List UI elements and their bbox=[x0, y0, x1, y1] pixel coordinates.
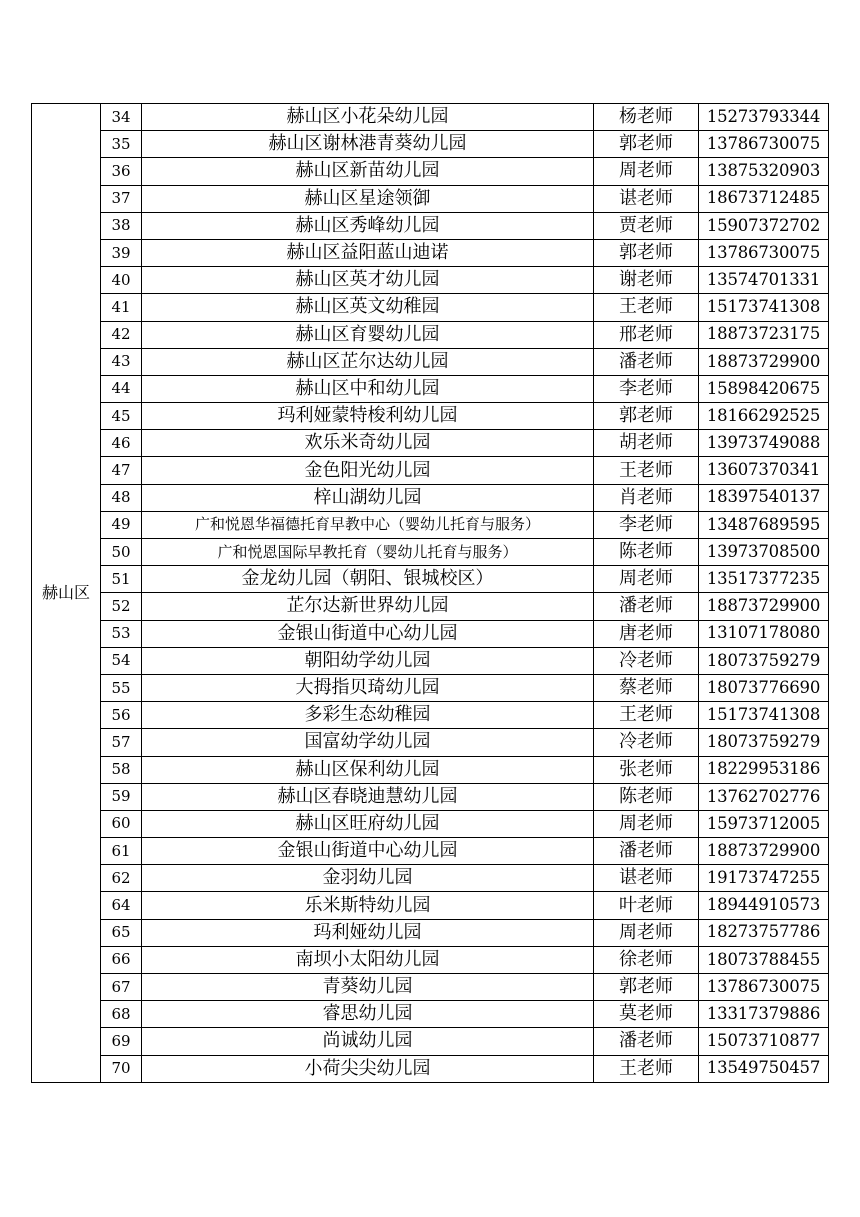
row-number-cell: 45 bbox=[101, 403, 142, 430]
kindergarten-name-cell: 赫山区英文幼稚园 bbox=[142, 294, 594, 321]
row-number-cell: 46 bbox=[101, 430, 142, 457]
teacher-name-cell: 周老师 bbox=[594, 566, 699, 593]
teacher-name-cell: 潘老师 bbox=[594, 1028, 699, 1055]
kindergarten-name-cell: 梓山湖幼儿园 bbox=[142, 484, 594, 511]
table-row bbox=[32, 403, 829, 430]
kindergarten-name-cell: 欢乐米奇幼儿园 bbox=[142, 430, 594, 457]
teacher-name-cell: 胡老师 bbox=[594, 430, 699, 457]
phone-number-cell: 18273757786 bbox=[699, 919, 829, 946]
teacher-name-cell: 周老师 bbox=[594, 919, 699, 946]
phone-number-cell: 13786730075 bbox=[699, 974, 829, 1001]
kindergarten-name-cell: 金色阳光幼儿园 bbox=[142, 457, 594, 484]
phone-number-cell: 15273793344 bbox=[699, 104, 829, 131]
table-row bbox=[32, 430, 829, 457]
phone-number-cell: 13487689595 bbox=[699, 511, 829, 538]
row-number-cell: 64 bbox=[101, 892, 142, 919]
kindergarten-name-cell: 赫山区英才幼儿园 bbox=[142, 267, 594, 294]
row-number-cell: 57 bbox=[101, 729, 142, 756]
teacher-name-cell: 冷老师 bbox=[594, 729, 699, 756]
table-row bbox=[32, 566, 829, 593]
teacher-name-cell: 李老师 bbox=[594, 511, 699, 538]
row-number-cell: 65 bbox=[101, 919, 142, 946]
row-number-cell: 70 bbox=[101, 1055, 142, 1082]
phone-number-cell: 15173741308 bbox=[699, 702, 829, 729]
kindergarten-name-cell: 国富幼学幼儿园 bbox=[142, 729, 594, 756]
row-number-cell: 36 bbox=[101, 158, 142, 185]
kindergarten-name-cell: 小荷尖尖幼儿园 bbox=[142, 1055, 594, 1082]
table-row bbox=[32, 457, 829, 484]
table-row bbox=[32, 1055, 829, 1082]
kindergarten-name-cell: 赫山区小花朵幼儿园 bbox=[142, 104, 594, 131]
kindergarten-name-cell: 赫山区谢林港青葵幼儿园 bbox=[142, 131, 594, 158]
phone-number-cell: 18073788455 bbox=[699, 946, 829, 973]
row-number-cell: 54 bbox=[101, 647, 142, 674]
kindergarten-name-cell: 赫山区益阳蓝山迪诺 bbox=[142, 239, 594, 266]
table-row bbox=[32, 104, 829, 131]
kindergarten-name-cell: 金银山街道中心幼儿园 bbox=[142, 620, 594, 647]
table-row bbox=[32, 620, 829, 647]
phone-number-cell: 13762702776 bbox=[699, 783, 829, 810]
table-row bbox=[32, 239, 829, 266]
phone-number-cell: 13317379886 bbox=[699, 1001, 829, 1028]
teacher-name-cell: 郭老师 bbox=[594, 974, 699, 1001]
row-number-cell: 60 bbox=[101, 810, 142, 837]
teacher-name-cell: 郭老师 bbox=[594, 403, 699, 430]
row-number-cell: 38 bbox=[101, 212, 142, 239]
teacher-name-cell: 李老师 bbox=[594, 375, 699, 402]
row-number-cell: 41 bbox=[101, 294, 142, 321]
phone-number-cell: 18873723175 bbox=[699, 321, 829, 348]
teacher-name-cell: 张老师 bbox=[594, 756, 699, 783]
teacher-name-cell: 陈老师 bbox=[594, 783, 699, 810]
teacher-name-cell: 郭老师 bbox=[594, 131, 699, 158]
table-row bbox=[32, 593, 829, 620]
row-number-cell: 49 bbox=[101, 511, 142, 538]
table-row bbox=[32, 865, 829, 892]
row-number-cell: 44 bbox=[101, 375, 142, 402]
teacher-name-cell: 贾老师 bbox=[594, 212, 699, 239]
teacher-name-cell: 王老师 bbox=[594, 294, 699, 321]
phone-number-cell: 18873729900 bbox=[699, 593, 829, 620]
table-row bbox=[32, 1028, 829, 1055]
table-row bbox=[32, 647, 829, 674]
row-number-cell: 56 bbox=[101, 702, 142, 729]
table-row bbox=[32, 702, 829, 729]
teacher-name-cell: 陈老师 bbox=[594, 539, 699, 566]
row-number-cell: 40 bbox=[101, 267, 142, 294]
table-row bbox=[32, 321, 829, 348]
table-row bbox=[32, 158, 829, 185]
phone-number-cell: 13517377235 bbox=[699, 566, 829, 593]
phone-number-cell: 13607370341 bbox=[699, 457, 829, 484]
phone-number-cell: 15973712005 bbox=[699, 810, 829, 837]
table-row bbox=[32, 131, 829, 158]
phone-number-cell: 13973749088 bbox=[699, 430, 829, 457]
table-row bbox=[32, 838, 829, 865]
kindergarten-name-cell: 赫山区中和幼儿园 bbox=[142, 375, 594, 402]
table-row bbox=[32, 267, 829, 294]
kindergarten-name-cell: 玛利娅蒙特梭利幼儿园 bbox=[142, 403, 594, 430]
kindergarten-name-cell: 广和悦恩华福德托育早教中心（婴幼儿托育与服务） bbox=[142, 511, 594, 538]
kindergarten-name-cell: 金羽幼儿园 bbox=[142, 865, 594, 892]
table-row bbox=[32, 892, 829, 919]
table-row bbox=[32, 294, 829, 321]
row-number-cell: 52 bbox=[101, 593, 142, 620]
row-number-cell: 68 bbox=[101, 1001, 142, 1028]
teacher-name-cell: 冷老师 bbox=[594, 647, 699, 674]
teacher-name-cell: 潘老师 bbox=[594, 593, 699, 620]
row-number-cell: 66 bbox=[101, 946, 142, 973]
phone-number-cell: 15907372702 bbox=[699, 212, 829, 239]
row-number-cell: 39 bbox=[101, 239, 142, 266]
teacher-name-cell: 潘老师 bbox=[594, 838, 699, 865]
teacher-name-cell: 肖老师 bbox=[594, 484, 699, 511]
kindergarten-name-cell: 赫山区秀峰幼儿园 bbox=[142, 212, 594, 239]
kindergarten-name-cell: 乐米斯特幼儿园 bbox=[142, 892, 594, 919]
teacher-name-cell: 谌老师 bbox=[594, 185, 699, 212]
kindergarten-name-cell: 赫山区星途领御 bbox=[142, 185, 594, 212]
phone-number-cell: 13574701331 bbox=[699, 267, 829, 294]
phone-number-cell: 18673712485 bbox=[699, 185, 829, 212]
row-number-cell: 37 bbox=[101, 185, 142, 212]
table-body bbox=[32, 104, 829, 1083]
table-row bbox=[32, 810, 829, 837]
kindergarten-name-cell: 南坝小太阳幼儿园 bbox=[142, 946, 594, 973]
phone-number-cell: 13875320903 bbox=[699, 158, 829, 185]
row-number-cell: 69 bbox=[101, 1028, 142, 1055]
row-number-cell: 62 bbox=[101, 865, 142, 892]
table-row bbox=[32, 375, 829, 402]
row-number-cell: 59 bbox=[101, 783, 142, 810]
phone-number-cell: 18873729900 bbox=[699, 838, 829, 865]
kindergarten-name-cell: 芷尔达新世界幼儿园 bbox=[142, 593, 594, 620]
row-number-cell: 55 bbox=[101, 674, 142, 701]
phone-number-cell: 13786730075 bbox=[699, 239, 829, 266]
table-row bbox=[32, 1001, 829, 1028]
row-number-cell: 51 bbox=[101, 566, 142, 593]
district-cell: 赫山区 bbox=[32, 104, 101, 1083]
row-number-cell: 47 bbox=[101, 457, 142, 484]
row-number-cell: 35 bbox=[101, 131, 142, 158]
table-row bbox=[32, 729, 829, 756]
teacher-name-cell: 郭老师 bbox=[594, 239, 699, 266]
phone-number-cell: 18873729900 bbox=[699, 348, 829, 375]
teacher-name-cell: 徐老师 bbox=[594, 946, 699, 973]
kindergarten-name-cell: 尚诚幼儿园 bbox=[142, 1028, 594, 1055]
kindergarten-name-cell: 玛利娅幼儿园 bbox=[142, 919, 594, 946]
table-row bbox=[32, 348, 829, 375]
phone-number-cell: 15073710877 bbox=[699, 1028, 829, 1055]
phone-number-cell: 18073759279 bbox=[699, 647, 829, 674]
phone-number-cell: 19173747255 bbox=[699, 865, 829, 892]
kindergarten-name-cell: 多彩生态幼稚园 bbox=[142, 702, 594, 729]
row-number-cell: 67 bbox=[101, 974, 142, 1001]
table-row bbox=[32, 185, 829, 212]
table-row bbox=[32, 919, 829, 946]
kindergarten-name-cell: 赫山区旺府幼儿园 bbox=[142, 810, 594, 837]
phone-number-cell: 15173741308 bbox=[699, 294, 829, 321]
row-number-cell: 42 bbox=[101, 321, 142, 348]
phone-number-cell: 18073759279 bbox=[699, 729, 829, 756]
phone-number-cell: 18229953186 bbox=[699, 756, 829, 783]
table-row bbox=[32, 756, 829, 783]
row-number-cell: 48 bbox=[101, 484, 142, 511]
table-row bbox=[32, 212, 829, 239]
teacher-name-cell: 谢老师 bbox=[594, 267, 699, 294]
kindergarten-name-cell: 赫山区春晓迪慧幼儿园 bbox=[142, 783, 594, 810]
teacher-name-cell: 周老师 bbox=[594, 158, 699, 185]
row-number-cell: 61 bbox=[101, 838, 142, 865]
kindergarten-name-cell: 赫山区芷尔达幼儿园 bbox=[142, 348, 594, 375]
phone-number-cell: 13973708500 bbox=[699, 539, 829, 566]
kindergarten-name-cell: 睿思幼儿园 bbox=[142, 1001, 594, 1028]
teacher-name-cell: 邢老师 bbox=[594, 321, 699, 348]
row-number-cell: 58 bbox=[101, 756, 142, 783]
table-row bbox=[32, 484, 829, 511]
teacher-name-cell: 周老师 bbox=[594, 810, 699, 837]
teacher-name-cell: 唐老师 bbox=[594, 620, 699, 647]
kindergarten-name-cell: 大拇指贝琦幼儿园 bbox=[142, 674, 594, 701]
table-row bbox=[32, 674, 829, 701]
phone-number-cell: 13786730075 bbox=[699, 131, 829, 158]
phone-number-cell: 18944910573 bbox=[699, 892, 829, 919]
teacher-name-cell: 杨老师 bbox=[594, 104, 699, 131]
table-row bbox=[32, 511, 829, 538]
row-number-cell: 34 bbox=[101, 104, 142, 131]
row-number-cell: 53 bbox=[101, 620, 142, 647]
kindergarten-name-cell: 朝阳幼学幼儿园 bbox=[142, 647, 594, 674]
kindergarten-name-cell: 赫山区新苗幼儿园 bbox=[142, 158, 594, 185]
table-row bbox=[32, 783, 829, 810]
kindergarten-name-cell: 赫山区保利幼儿园 bbox=[142, 756, 594, 783]
phone-number-cell: 15898420675 bbox=[699, 375, 829, 402]
phone-number-cell: 13549750457 bbox=[699, 1055, 829, 1082]
teacher-name-cell: 叶老师 bbox=[594, 892, 699, 919]
row-number-cell: 50 bbox=[101, 539, 142, 566]
kindergarten-name-cell: 金龙幼儿园（朝阳、银城校区） bbox=[142, 566, 594, 593]
teacher-name-cell: 蔡老师 bbox=[594, 674, 699, 701]
kindergarten-name-cell: 青葵幼儿园 bbox=[142, 974, 594, 1001]
table-row bbox=[32, 974, 829, 1001]
teacher-name-cell: 王老师 bbox=[594, 1055, 699, 1082]
table-row bbox=[32, 539, 829, 566]
teacher-name-cell: 潘老师 bbox=[594, 348, 699, 375]
teacher-name-cell: 谌老师 bbox=[594, 865, 699, 892]
kindergarten-name-cell: 广和悦恩国际早教托育（婴幼儿托育与服务） bbox=[142, 539, 594, 566]
phone-number-cell: 18397540137 bbox=[699, 484, 829, 511]
teacher-name-cell: 王老师 bbox=[594, 457, 699, 484]
teacher-name-cell: 莫老师 bbox=[594, 1001, 699, 1028]
table-row bbox=[32, 946, 829, 973]
phone-number-cell: 18073776690 bbox=[699, 674, 829, 701]
kindergarten-contact-table bbox=[31, 103, 829, 1083]
row-number-cell: 43 bbox=[101, 348, 142, 375]
kindergarten-name-cell: 赫山区育婴幼儿园 bbox=[142, 321, 594, 348]
kindergarten-name-cell: 金银山街道中心幼儿园 bbox=[142, 838, 594, 865]
phone-number-cell: 13107178080 bbox=[699, 620, 829, 647]
phone-number-cell: 18166292525 bbox=[699, 403, 829, 430]
teacher-name-cell: 王老师 bbox=[594, 702, 699, 729]
